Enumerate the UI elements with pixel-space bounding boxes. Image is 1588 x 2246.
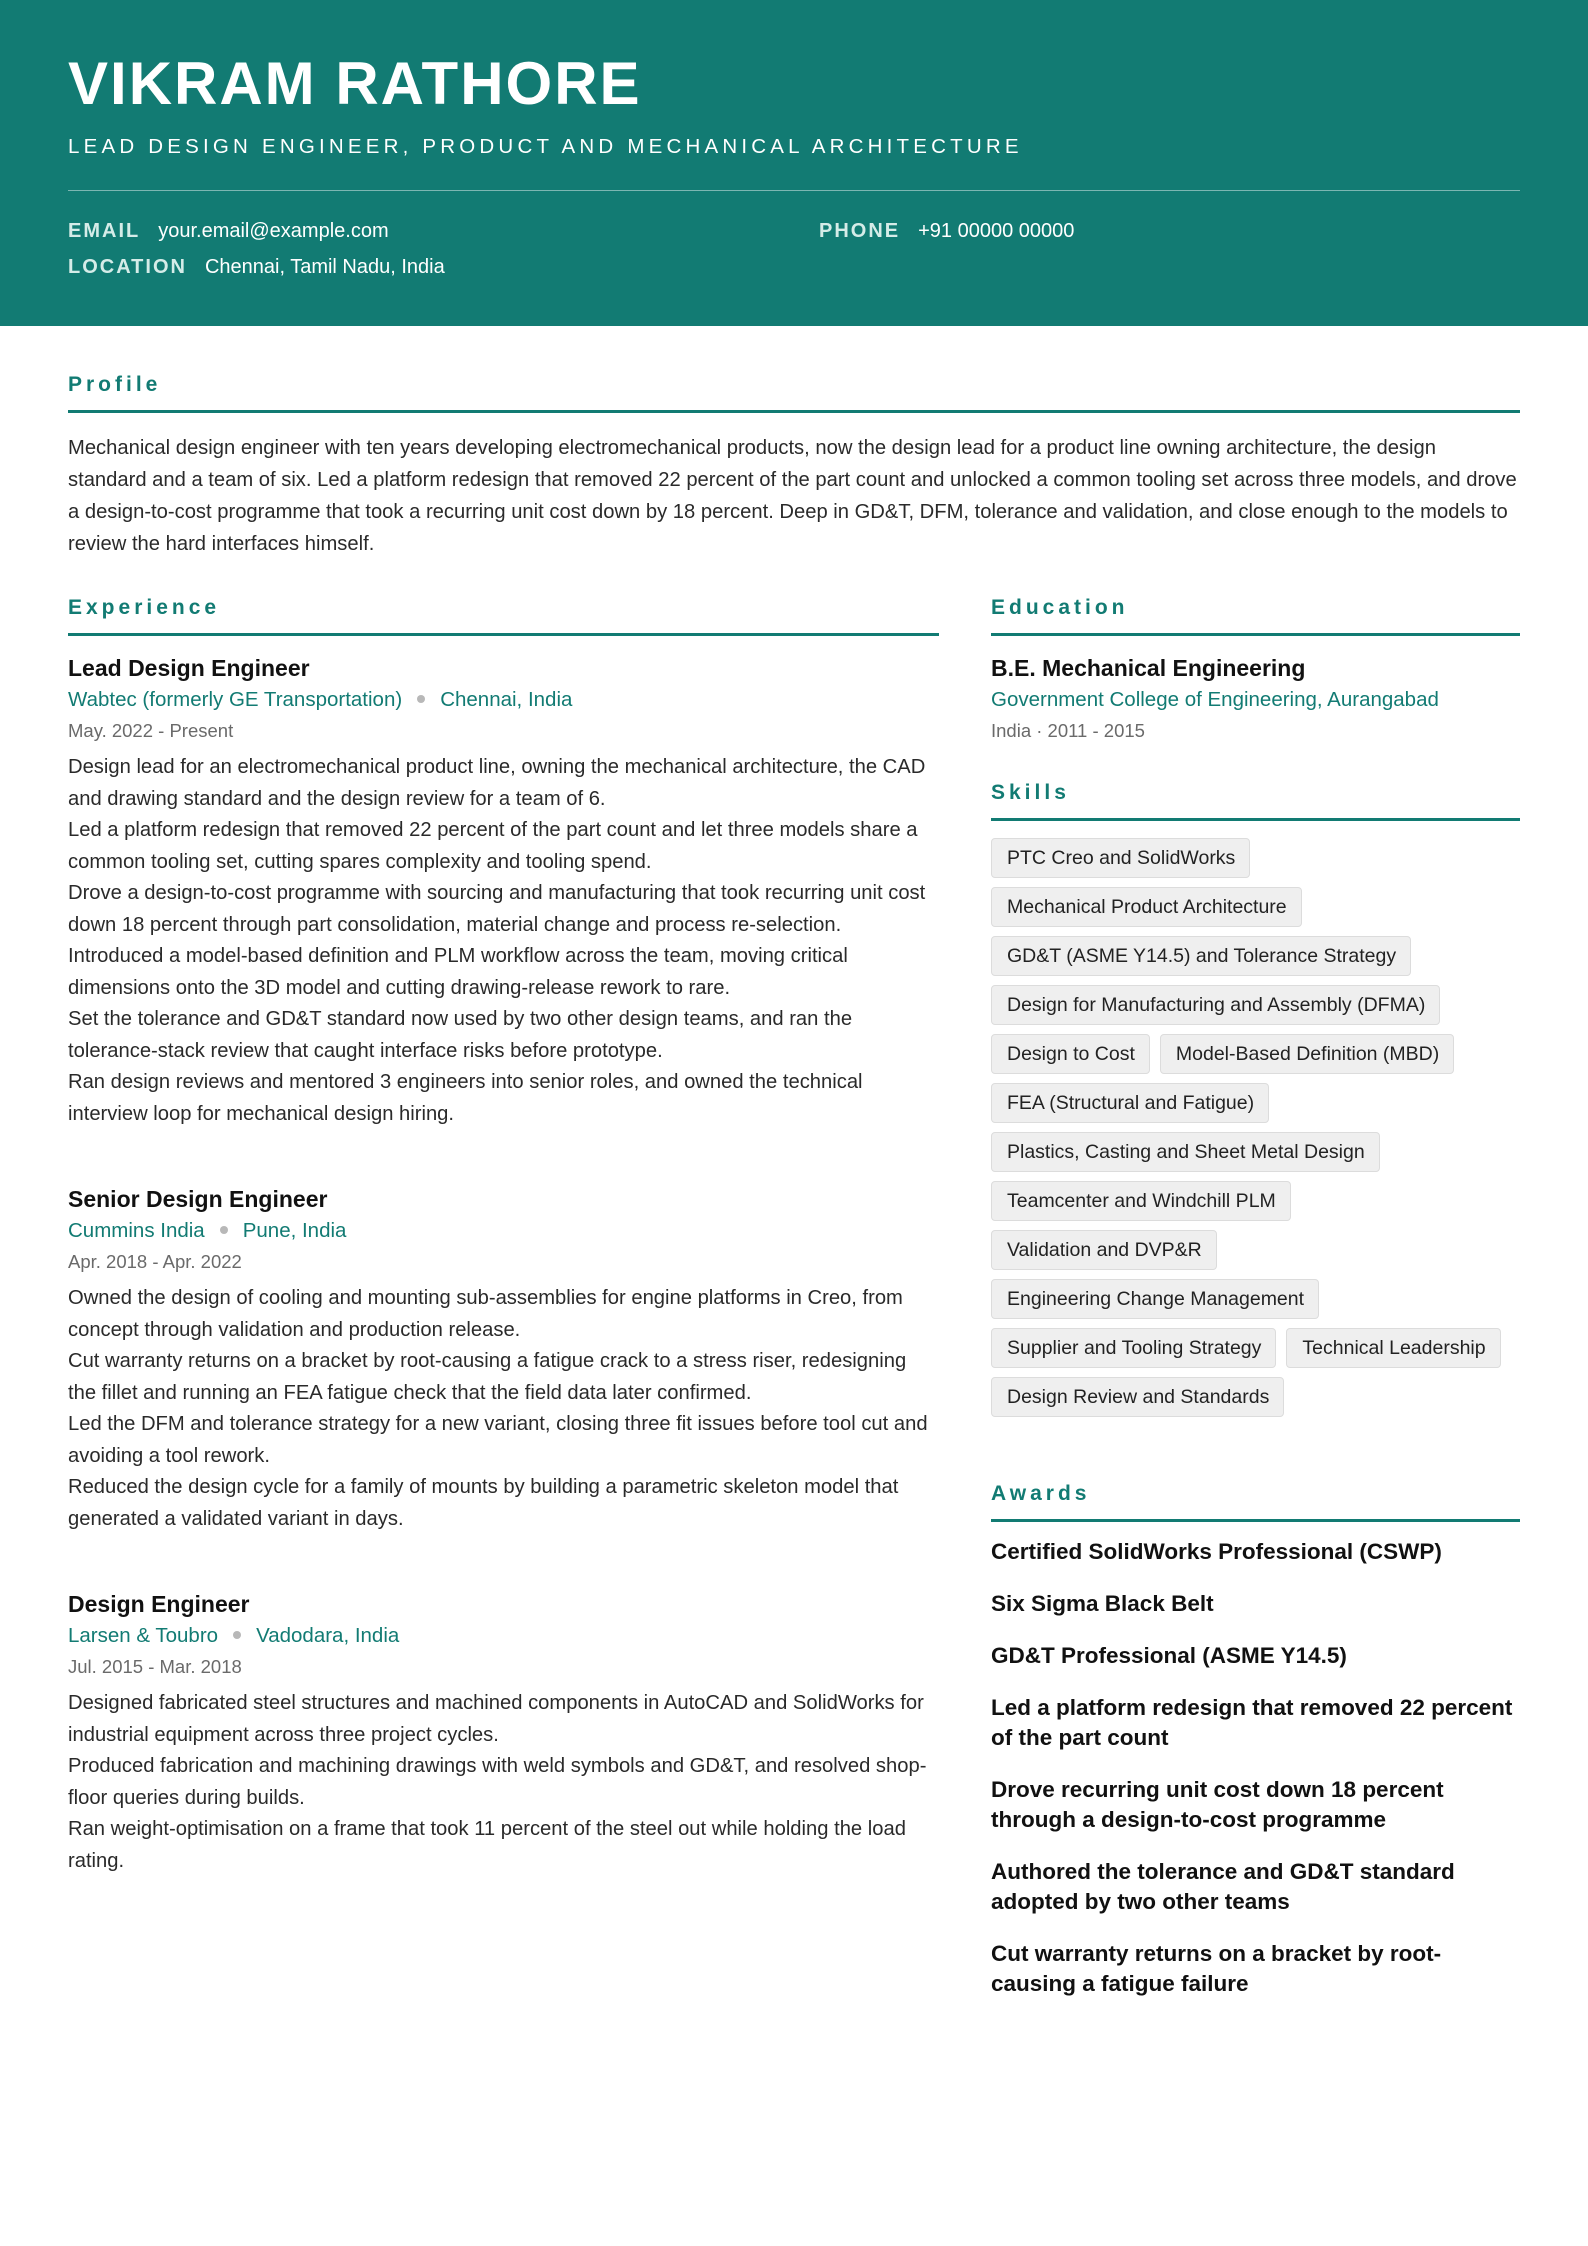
job-location: Chennai, India [440, 688, 573, 711]
skill-chip: Plastics, Casting and Sheet Metal Design [991, 1132, 1380, 1172]
experience-divider [68, 633, 939, 636]
award-item: Drove recurring unit cost down 18 percent through a design-to-cost programme [991, 1777, 1444, 1832]
separator-dot-icon [220, 1226, 228, 1234]
awards-section-title: Awards [991, 1482, 1091, 1505]
job-company: Wabtec (formerly GE Transportation) [68, 688, 403, 711]
phone-label: PHONE [819, 220, 901, 242]
skill-chip: FEA (Structural and Fatigue) [991, 1083, 1269, 1123]
job-bullet: Designed fabricated steel structures and machined components in AutoCAD and SolidWorks for industrial equipment across three project cycles. [68, 1692, 924, 1746]
job-bullets [68, 1283, 938, 1535]
job-bullet: Ran design reviews and mentored 3 engineers into senior roles, and owned the technical interview loop for mechanical design hiring. [68, 1071, 863, 1125]
job-bullet: Cut warranty returns on a bracket by root-causing a fatigue crack to a stress riser, redesigning the fillet and running an FEA fatigue check that the field data later confirmed. [68, 1350, 907, 1404]
job-bullet: Reduced the design cycle for a family of mounts by building a parametric skeleton model that generated a validated variant in days. [68, 1476, 899, 1530]
phone-value[interactable]: +91 00000 00000 [918, 220, 1075, 242]
job-entry [68, 1183, 938, 1535]
candidate-headline: LEAD DESIGN ENGINEER, PRODUCT AND MECHANICAL ARCHITECTURE [68, 135, 1023, 158]
job-bullet: Ran weight-optimisation on a frame that took 11 percent of the steel out while holding the load rating. [68, 1818, 906, 1872]
education-meta: India · 2011 - 2015 [991, 720, 1145, 741]
job-meta [68, 1215, 938, 1247]
job-bullet: Introduced a model-based definition and PLM workflow across the team, moving critical dimensions onto the 3D model and cutting drawing-release rework to rare. [68, 945, 848, 999]
contact-location [68, 254, 445, 280]
job-dates: May. 2022 - Present [68, 720, 234, 741]
job-dates: Jul. 2015 - Mar. 2018 [68, 1656, 242, 1677]
award-item: Authored the tolerance and GD&T standard adopted by two other teams [991, 1859, 1455, 1914]
skill-chip: Supplier and Tooling Strategy [991, 1328, 1276, 1368]
skill-chip: Design Review and Standards [991, 1377, 1284, 1417]
job-title: Senior Design Engineer [68, 1186, 328, 1212]
skill-chip: Mechanical Product Architecture [991, 887, 1302, 927]
job-bullet: Set the tolerance and GD&T standard now used by two other design teams, and ran the tolerance-stack review that caught interface risks before prototype. [68, 1008, 853, 1062]
profile-divider [68, 410, 1520, 413]
job-title: Lead Design Engineer [68, 655, 310, 681]
skill-chip: Teamcenter and Windchill PLM [991, 1181, 1291, 1221]
location-value: Chennai, Tamil Nadu, India [204, 256, 445, 278]
award-item: GD&T Professional (ASME Y14.5) [991, 1643, 1347, 1668]
award-item: Cut warranty returns on a bracket by root-causing a fatigue failure [991, 1941, 1442, 1996]
contact-phone [819, 218, 1074, 244]
profile-section-title: Profile [68, 373, 162, 396]
skill-chip: Design to Cost [991, 1034, 1150, 1074]
skills-section-title: Skills [991, 781, 1070, 804]
education-section-title: Education [991, 596, 1129, 619]
education-divider [991, 633, 1520, 636]
email-value[interactable]: your.email@example.com [158, 220, 389, 242]
job-dates: Apr. 2018 - Apr. 2022 [68, 1251, 242, 1272]
education-entry [991, 652, 1521, 746]
education-degree: B.E. Mechanical Engineering [991, 655, 1306, 681]
award-item: Led a platform redesign that removed 22 percent of the part count [991, 1695, 1513, 1750]
skill-chip: Technical Leadership [1286, 1328, 1500, 1368]
skills-divider [991, 818, 1520, 821]
awards-divider [991, 1519, 1520, 1522]
job-location: Pune, India [242, 1219, 347, 1242]
awards-list [991, 1537, 1521, 2021]
profile-summary: Mechanical design engineer with ten years developing electromechanical products, now the design lead for a product line owning architecture, the design standard and a team of six. Led a platform redesign that removed 22 percent of the part count and unlocked a common tooling set across three models, and drove a design-to-cost programme that took a recurring unit cost down by 18 percent. Deep in GD&T, DFM, tolerance and validation, and close enough to the models to review the hard interfaces himself. [68, 437, 1517, 555]
resume-header [0, 0, 1588, 326]
award-item: Six Sigma Black Belt [991, 1591, 1214, 1616]
job-bullet: Drove a design-to-cost programme with sourcing and manufacturing that took recurring unit cost down 18 percent through part consolidation, material change and process re-selection. [68, 882, 926, 936]
skill-chip: GD&T (ASME Y14.5) and Tolerance Strategy [991, 936, 1411, 976]
candidate-name: VIKRAM RATHORE [68, 50, 642, 117]
job-company: Larsen & Toubro [68, 1624, 219, 1647]
award-item: Certified SolidWorks Professional (CSWP) [991, 1539, 1442, 1564]
job-entry [68, 652, 938, 1130]
job-bullets [68, 1688, 938, 1877]
skill-chip: PTC Creo and SolidWorks [991, 838, 1250, 878]
location-label: LOCATION [68, 256, 187, 278]
job-location: Vadodara, India [256, 1624, 400, 1647]
job-bullet: Owned the design of cooling and mounting sub-assemblies for engine platforms in Creo, from concept through validation and production release. [68, 1287, 903, 1341]
separator-dot-icon [233, 1631, 241, 1639]
job-title: Design Engineer [68, 1591, 250, 1617]
skill-chip: Engineering Change Management [991, 1279, 1319, 1319]
job-meta [68, 1620, 938, 1652]
contact-email [68, 218, 389, 244]
separator-dot-icon [417, 695, 425, 703]
job-company: Cummins India [68, 1219, 205, 1242]
skill-chip: Design for Manufacturing and Assembly (DFMA) [991, 985, 1440, 1025]
education-school: Government College of Engineering, Aurangabad [991, 688, 1439, 711]
job-bullet: Produced fabrication and machining drawings with weld symbols and GD&T, and resolved shop-floor queries during builds. [68, 1755, 927, 1809]
job-bullets [68, 752, 938, 1130]
header-divider [68, 190, 1520, 191]
job-meta [68, 684, 938, 716]
skill-chip: Validation and DVP&R [991, 1230, 1217, 1270]
job-bullet: Led a platform redesign that removed 22 percent of the part count and let three models share a common tooling set, cutting spares complexity and tooling spend. [68, 819, 918, 873]
skill-chip: Model-Based Definition (MBD) [1160, 1034, 1454, 1074]
job-bullet: Design lead for an electromechanical product line, owning the mechanical architecture, the CAD and drawing standard and the design review for a team of 6. [68, 756, 926, 810]
experience-section-title: Experience [68, 596, 221, 619]
email-label: EMAIL [68, 220, 141, 242]
job-entry [68, 1588, 938, 1877]
skills-list [991, 838, 1531, 1426]
job-bullet: Led the DFM and tolerance strategy for a new variant, closing three fit issues before tool cut and avoiding a tool rework. [68, 1413, 928, 1467]
